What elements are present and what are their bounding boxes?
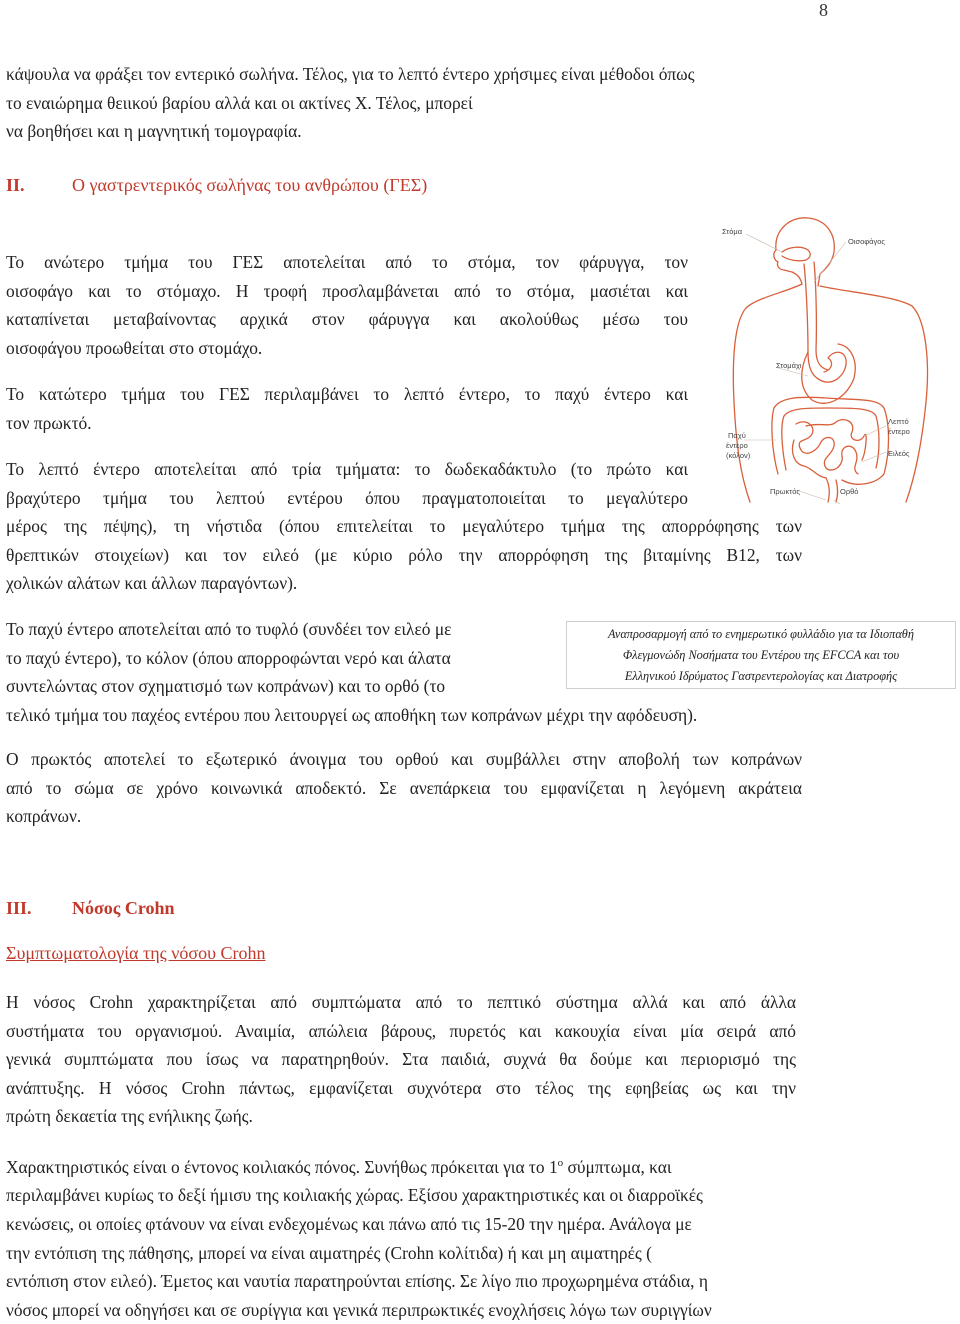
text-line: γενικά συμπτώματα που ίσως να παρατηρηθούν. Στα παιδιά, συχνά θα δούμε και περιορισμό της (6, 1049, 796, 1070)
mouth-cavity (782, 247, 810, 261)
gi-upper-paragraph (6, 248, 688, 362)
caption-line: Ελληνικού Ιδρύματος Γαστρεντερολογίας και Διατροφής (624, 669, 898, 683)
text-line: βραχύτερο τμήμα του λεπτού εντέρου όπου πραγματοποιείται το μεγαλύτερο (6, 487, 688, 508)
text-line: από το σώμα σε χρόνο κοινωνικά αποδεκτό. Σε ανεπάρκεια του εμφανίζεται η λεγόμενη ακράτεια (6, 777, 802, 798)
body-outline (820, 286, 927, 502)
label-rectum: Ορθό (840, 487, 859, 496)
large-intestine (772, 397, 889, 484)
text-line: την εντόπιση της πάθησης, μπορεί να είναι αιματηρές (Crohn κολίτιδα) ή και μη αιματηρές ( (6, 1242, 652, 1263)
label-small-intestine: έντερο (888, 427, 910, 436)
leader-line (814, 242, 846, 282)
text-line: θρεπτικών στοιχείων) και τον ειλεό (με κύριο ρόλο την απορρόφηση της βιταμίνης Β12, των (6, 544, 802, 565)
text-line: Η νόσος Crohn χαρακτηρίζεται από συμπτώματα από το πεπτικό σύστημα αλλά και από άλλα (6, 992, 796, 1012)
gi-lower-paragraph (6, 380, 688, 437)
esophagus-right (814, 262, 828, 370)
text-line (6, 1149, 806, 1181)
text-line: κενώσεις, οι οποίες φτάνουν να είναι ενδεχομένως και πάνω από τις 15-20 την ημέρα. Ανάλογα με (6, 1213, 692, 1234)
superscript: ο (557, 1157, 564, 1169)
small-intestine (792, 440, 826, 478)
leader-line (862, 452, 886, 462)
small-intestine-paragraph (6, 455, 802, 598)
text-line: πρώτη δεκαετία της ενήλικης ζωής. (6, 1106, 253, 1127)
text-line: κάψουλα να φράξει τον εντερικό σωλήνα. Τέλος, για το λεπτό έντερο χρήσιμες είναι μέθοδοι όπως (6, 64, 695, 84)
text-line: τον πρωκτό. (6, 412, 92, 433)
text-line: συντελώντας στον σχηματισμό των κοπράνων) και το ορθό (το (6, 676, 446, 697)
text-line: Το κατώτερο τμήμα του ΓΕΣ περιλαμβάνει το λεπτό έντερο, το παχύ έντερο και (6, 384, 688, 404)
body-outline (733, 284, 802, 502)
label-anus: Πρωκτός (770, 487, 801, 496)
text-line: οισοφάγο και το στόμαχο. Η τροφή προσλαμβάνεται από το στόμα, μασιέται και (6, 280, 688, 301)
text-line: οισοφάγου προωθείται στο στομάχο. (6, 337, 263, 358)
intro-paragraph (6, 60, 695, 146)
text-line: Ο πρωκτός αποτελεί το εξωτερικό άνοιγμα του ορθού και συμβάλλει στην αποβολή των κοπράνων (6, 749, 802, 769)
text-line: τελικό τμήμα του παχέος εντέρου που λειτουργεί ως αποθήκη των κοπράνων μέχρι την αφόδευση). (6, 704, 698, 725)
stomach (802, 344, 855, 403)
text-line: νόσος μπορεί να οδηγήσει και σε συρίγγια και γενικά περιπρωκτικές ενοχλήσεις λόγω των συριγγίων (6, 1299, 712, 1320)
digestive-system-diagram (716, 212, 960, 512)
leader-line (864, 426, 886, 436)
label-mouth: Στόμα (722, 227, 743, 236)
subheading: Συμπτωματολογία της νόσου Crohn (6, 943, 266, 963)
text-line: το παχύ έντερο), το κόλον (όπου απορροφώνται νερό και άλατα (6, 647, 451, 668)
section-number: III. (6, 898, 32, 918)
crohn-pain-paragraph (6, 1149, 806, 1324)
esophagus-left (804, 264, 820, 380)
text-line: χολικών αλάτων και άλλων παραγόντων). (6, 573, 298, 594)
text-line: εντόπιση στον ειλεό). Έμετος και ναυτία παρατηρούνται επίσης. Σε λίγο πιο προχωρημένα στάδια, η (6, 1271, 708, 1292)
text-line: περιλαμβάνει κυρίως το δεξί ήμισυ της κοιλιακής χώρας. Εξίσου χαρακτηριστικές και οι διαρροϊκές (6, 1185, 703, 1206)
label-small-intestine: Λεπτό (888, 417, 909, 426)
caption-line: Φλεγμονώδη Νοσήματα του Εντέρου της EFCCA και του (622, 648, 900, 662)
text-line: Το παχύ έντερο αποτελείται από το τυφλό (συνδέει τον ειλεό με (6, 619, 452, 639)
leader-line (796, 490, 826, 500)
label-ileum: Ειλεός (888, 449, 910, 458)
page-number: 8 (819, 0, 828, 20)
label-colon: έντερο (726, 441, 748, 450)
rectum (826, 478, 829, 502)
text-fragment: σύμπτωμα, και (563, 1156, 672, 1177)
rectum (836, 480, 838, 502)
text-fragment: Χαρακτηριστικός είναι ο έντονος κοιλιακός πόνος. Συνήθως πρόκειται για το 1 (6, 1156, 558, 1177)
face-outline (774, 250, 802, 284)
text-line: το εναιώρημα θειικού βαρίου αλλά και οι ακτίνες Χ. Τέλος, μπορεί (6, 92, 473, 113)
crohn-symptoms-paragraph (6, 988, 796, 1131)
text-line: ανάπτυξης. Η νόσος Crohn πάντως, εμφανίζεται συχνότερα στο τέλος της εφηβείας ως και την (6, 1077, 796, 1098)
section-title: Ο γαστρεντερικός σωλήνας του ανθρώπου (ΓΕΣ) (72, 175, 428, 195)
label-colon: Παχύ (728, 431, 746, 440)
label-stomach: Στομάχι (776, 361, 802, 370)
section-number: II. (6, 175, 25, 195)
anus-paragraph (6, 745, 802, 831)
text-line: κοπράνων. (6, 806, 82, 827)
image-caption (566, 621, 956, 689)
label-colon: (κόλον) (726, 451, 751, 460)
text-line: συστήματα του οργανισμού. Αναιμία, απώλεια βάρους, πυρετός και κακουχία είναι μία σειρά από (6, 1020, 796, 1041)
text-line: καταπίνεται μεταβαίνοντας αρχικά στον φάρυγγα και ακολούθως μέσω του (6, 309, 688, 330)
caption-line: Αναπροσαρμογή από το ενημερωτικό φυλλάδιο για τα Ιδιοπαθή (608, 627, 914, 641)
section-title: Νόσος Crohn (72, 898, 175, 918)
label-esophagus: Οισοφάγος (848, 237, 886, 246)
text-line: μέρος της πέψης), τη νήστιδα (όπου επιτελείται το μεγαλύτερο τμήμα της απορρόφησης των (6, 516, 802, 537)
text-line: Το ανώτερο τμήμα του ΓΕΣ αποτελείται από το στόμα, τον φάρυγγα, τον (6, 252, 688, 272)
stomach (820, 352, 846, 382)
text-line: να βοηθήσει και η μαγνητική τομογραφία. (6, 121, 302, 142)
text-line: Το λεπτό έντερο αποτελείται από τρία τμήματα: το δωδεκαδάκτυλο (το πρώτο και (6, 459, 688, 479)
